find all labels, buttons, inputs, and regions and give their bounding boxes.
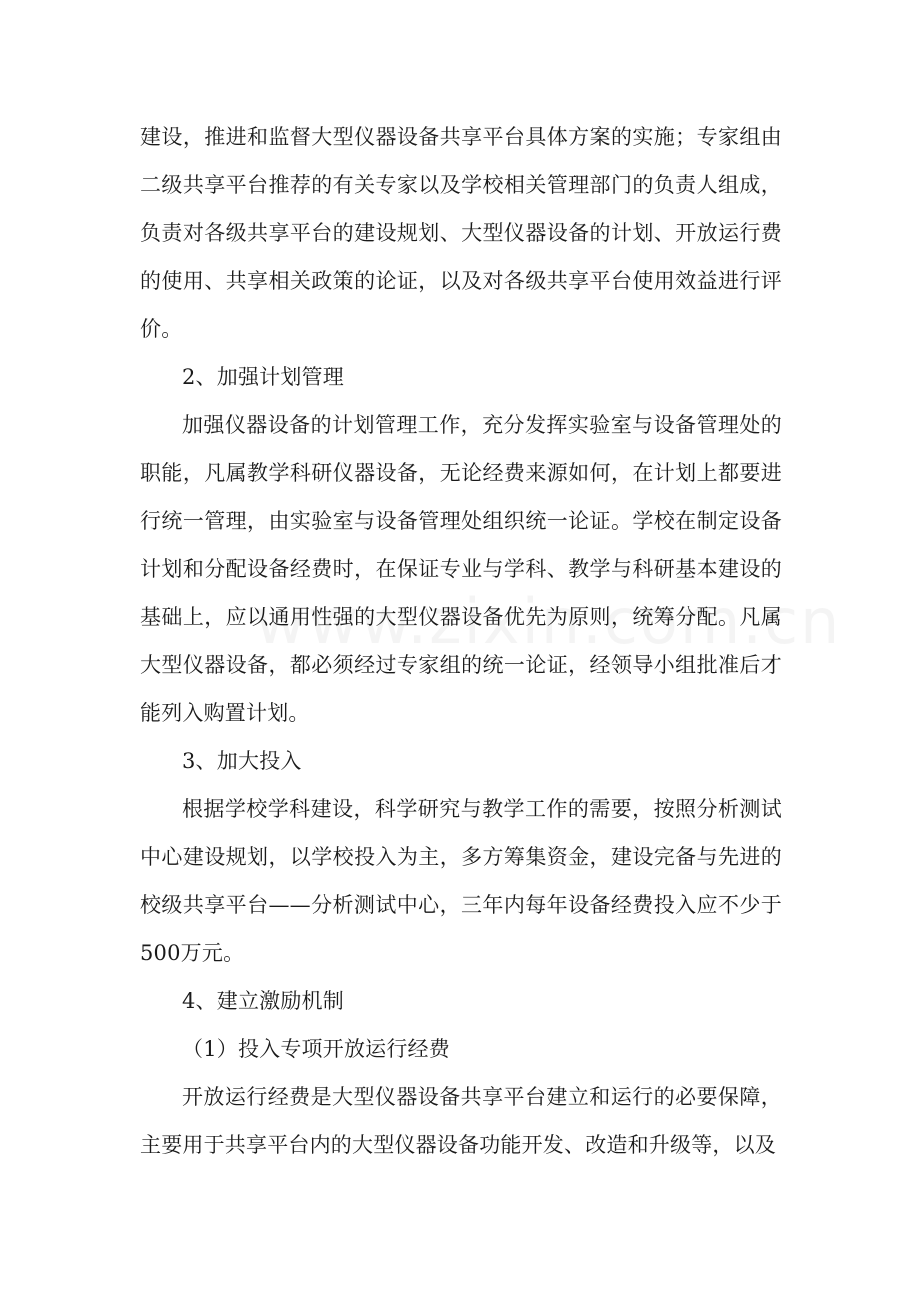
paragraph-plan-management: 加强仪器设备的计划管理工作，充分发挥实验室与设备管理处的职能，凡属教学科研仪器设备，无论经费来源如何，在计划上都要进行统一管理，由实验室与设备管理处组织统一论证。学校在制定设备计划和分配设备经费时，在保证专业与学科、教学与科研基本建设的基础上，应以通用性强的大型仪器设备优先为原则，统筹分配。凡属大型仪器设备，都必须经过专家组的统一论证，经领导小组批准后才能列入购置计划。: [140, 413, 782, 725]
heading-increase-investment: 3、加大投入: [182, 749, 302, 773]
paragraph-operating-funds: 开放运行经费是大型仪器设备共享平台建立和运行的必要保障，主要用于共享平台内的大型仪器设备功能开发、改造和升级等，以及: [140, 1085, 782, 1157]
paragraph-continued: 建设，推进和监督大型仪器设备共享平台具体方案的实施；专家组由二级共享平台推荐的有关专家以及学校相关管理部门的负责人组成，负责对各级共享平台的建设规划、大型仪器设备的计划、开放运行费的使用、共享相关政策的论证，以及对各级共享平台使用效益进行评价。: [140, 125, 782, 341]
paragraph-investment: 根据学校学科建设，科学研究与教学工作的需要，按照分析测试中心建设规划，以学校投入为主，多方筹集资金，建设完备与先进的校级共享平台——分析测试中心，三年内每年设备经费投入应不少于500万元。: [140, 797, 782, 965]
heading-strengthen-plan-management: 2、加强计划管理: [182, 365, 344, 389]
subheading-operating-funds: （1）投入专项开放运行经费: [182, 1037, 450, 1061]
heading-incentive-mechanism: 4、建立激励机制: [182, 989, 344, 1013]
document-body: [140, 113, 782, 1169]
